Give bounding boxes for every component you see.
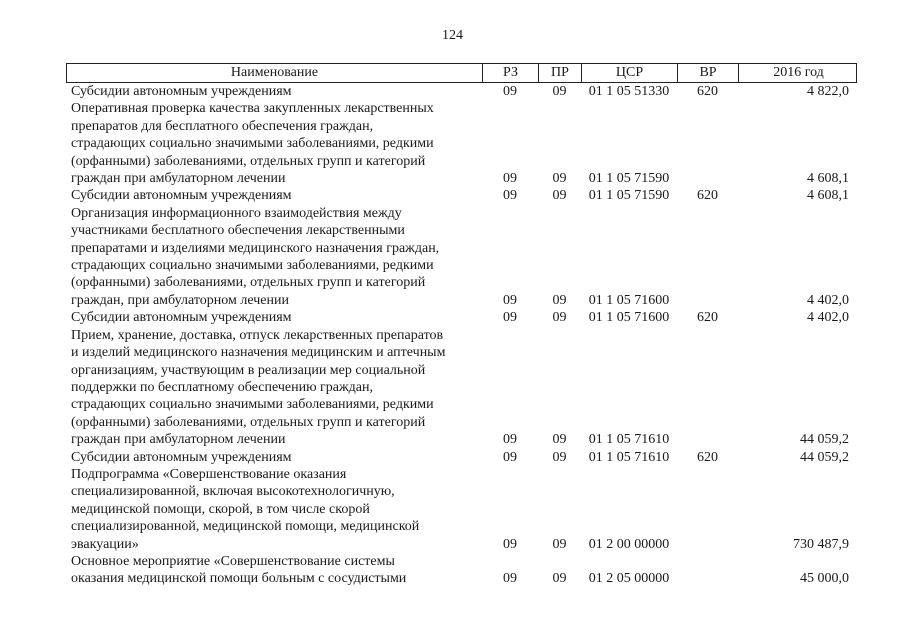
row-pr: 09 [552,171,567,187]
row-csr: 01 2 00 00000 [588,536,670,552]
header-pr: ПР [539,64,582,82]
row-name: Субсидии автономным учреждениям [71,188,292,204]
row-name: Субсидии автономным учреждениям [71,449,292,465]
table-row [66,466,857,553]
row-pr: 09 [552,571,567,587]
header-name: Наименование [67,64,483,82]
row-rz: 09 [503,310,517,326]
table-row [66,449,857,466]
row-amount: 45 000,0 [800,571,849,587]
row-name: Оперативная проверка качества закупленных лекарственных препаратов для бесплатного обеспечения граждан, страдающих социально значимыми заболеваниями, редкими (орфанными) заболеваниями, отдельных групп и категорий граждан при амбулаторном лечении [71,101,434,187]
table-row [66,205,857,309]
table-body [66,83,857,588]
page-number: 124 [442,28,463,43]
row-pr: 09 [552,432,567,448]
row-rz: 09 [503,292,517,308]
row-vr: 620 [697,84,718,99]
row-amount: 4 822,0 [807,84,849,99]
row-pr: 09 [552,84,567,99]
row-amount: 4 608,1 [807,188,849,204]
row-csr: 01 1 05 51330 [588,84,670,99]
table-header [66,63,857,83]
row-vr: 620 [697,310,718,326]
row-rz: 09 [503,84,517,99]
row-rz: 09 [503,432,517,448]
row-pr: 09 [552,188,567,204]
row-amount: 4 608,1 [807,171,849,187]
row-rz: 09 [503,171,517,187]
row-rz: 09 [503,449,517,465]
row-pr: 09 [552,449,567,465]
row-csr: 01 1 05 71610 [588,449,670,465]
header-csr: ЦСР [582,64,678,82]
row-pr: 09 [552,310,567,326]
row-rz: 09 [503,571,517,587]
row-pr: 09 [552,536,567,552]
row-name: Субсидии автономным учреждениям [71,310,292,326]
row-csr: 01 1 05 71600 [588,310,670,326]
row-name: Субсидии автономным учреждениям [71,84,292,99]
table-row [66,83,857,100]
table-row [66,309,857,326]
row-name: Прием, хранение, доставка, отпуск лекарственных препаратов и изделий медицинского назначения медицинским и аптечным организациям, участвующим в реализации мер социальной поддержки по бесплатному обеспечению граждан, страдающих социально значимыми заболеваниями, редкими (орфанными) заболеваниями, отдельных групп и категорий граждан при амбулаторном лечении [71,327,446,448]
row-name: Подпрограмма «Совершенствование оказания специализированной, включая высокотехнологичную, медицинской помощи, скорой, в том числе скорой специализированной, медицинской помощи, медицинской эвакуации» [71,466,420,552]
row-name: Основное мероприятие «Совершенствование системы оказания медицинской помощи больным с сосудистыми [71,553,407,587]
row-rz: 09 [503,536,517,552]
table-row [66,100,857,187]
table-row [66,327,857,449]
row-csr: 01 2 05 00000 [588,571,670,587]
row-amount: 44 059,2 [800,449,849,465]
row-name: Организация информационного взаимодействия между участниками бесплатного обеспечения лекарственными препаратами и изделиями медицинского назначения граждан, страдающих социально значимыми заболеваниями, редкими (орфанными) заболеваниями, отдельных групп и категорий граждан, при амбулаторном лечении [71,205,440,308]
row-amount: 730 487,9 [793,536,849,552]
header-vr: ВР [678,64,739,82]
table-row [66,553,857,588]
table-row [66,187,857,204]
header-year: 2016 год [773,65,824,80]
row-amount: 44 059,2 [800,432,849,448]
row-csr: 01 1 05 71590 [588,188,670,204]
row-amount: 4 402,0 [807,292,849,308]
row-rz: 09 [503,188,517,204]
row-vr: 620 [697,188,718,204]
row-amount: 4 402,0 [807,310,849,326]
row-vr: 620 [697,449,718,465]
row-csr: 01 1 05 71610 [588,432,670,448]
row-csr: 01 1 05 71590 [588,171,670,187]
header-rz: РЗ [483,64,539,82]
row-pr: 09 [552,292,567,308]
row-csr: 01 1 05 71600 [588,292,670,308]
